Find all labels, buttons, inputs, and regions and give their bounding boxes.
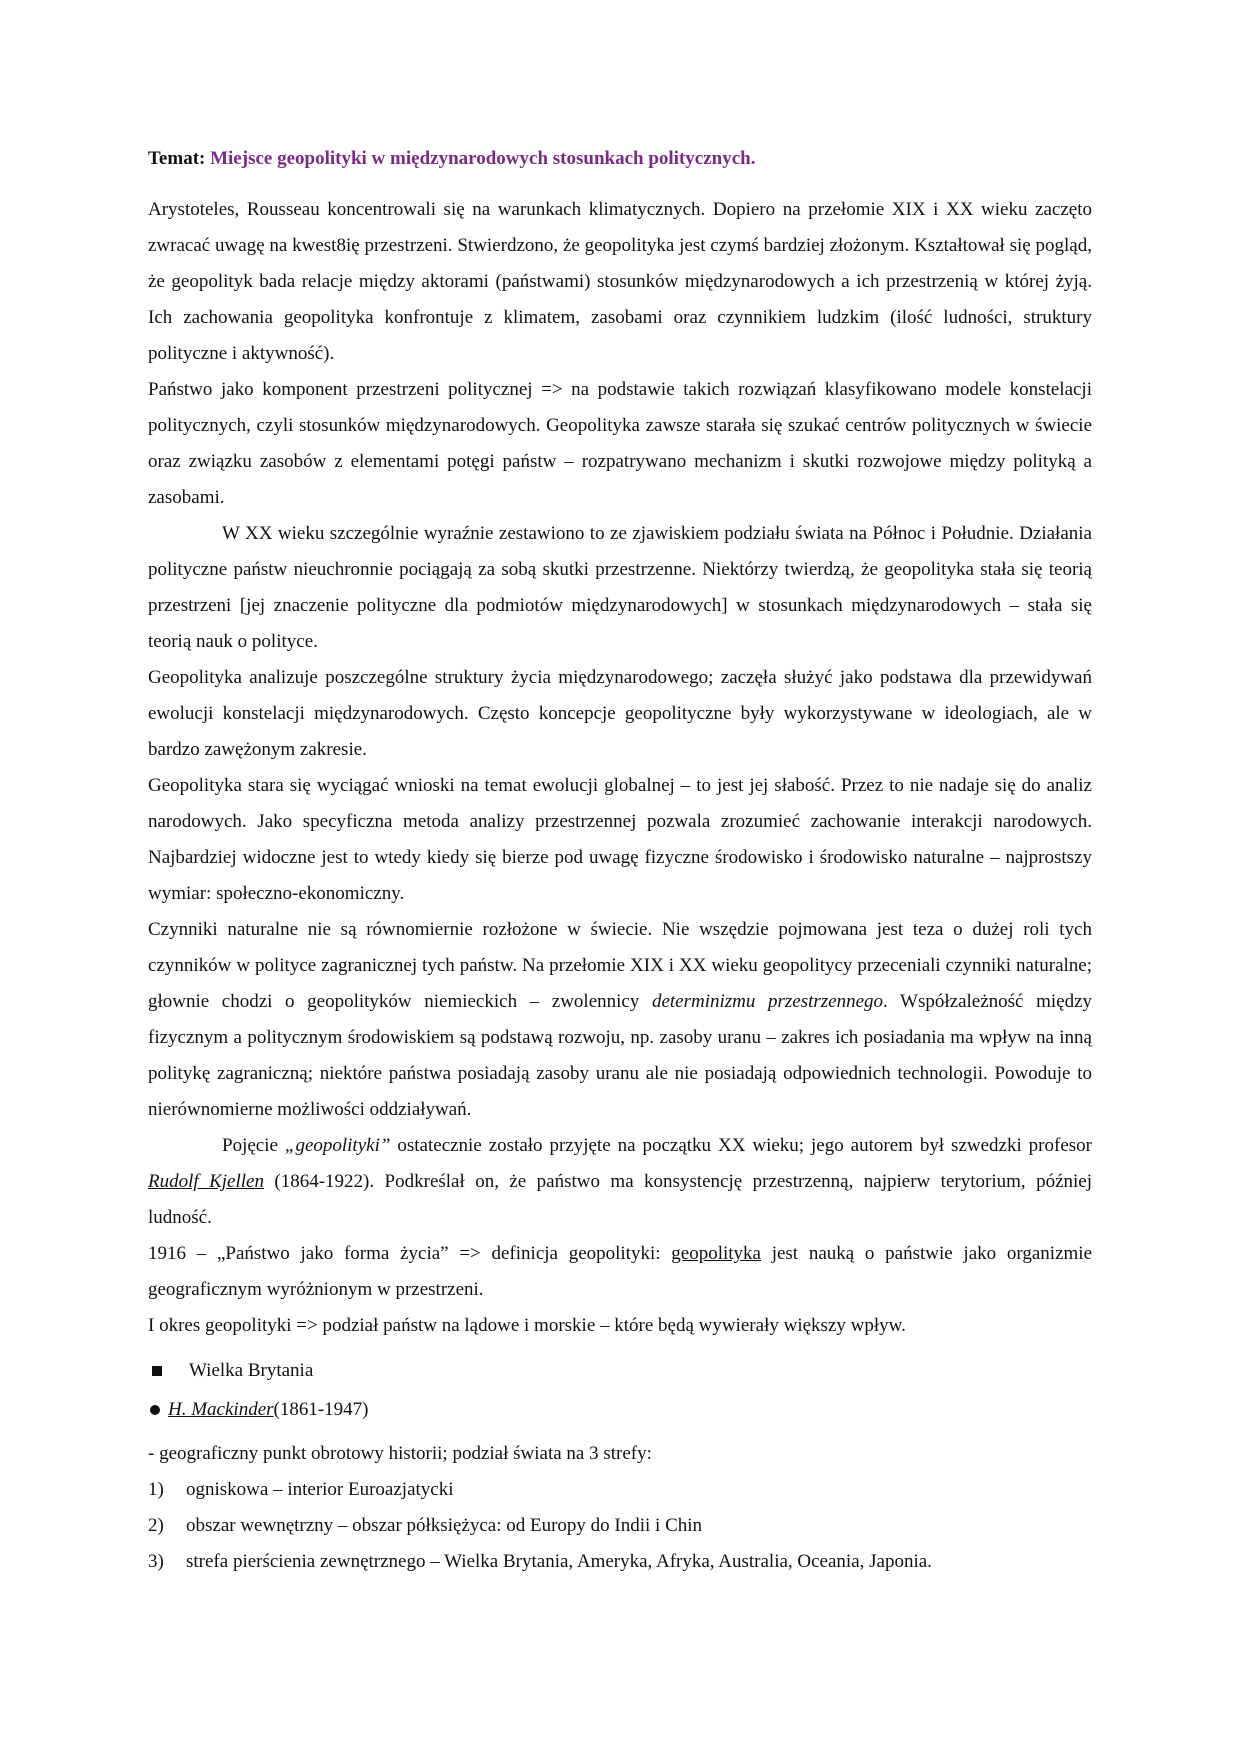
list-item-text: ogniskowa – interior Euroazjatycki — [186, 1479, 454, 1500]
paragraph-4: Geopolityka analizuje poszczególne struktury życia międzynarodowego; zaczęła służyć jako podstawa dla przewidywań ewolucji konstelacji międzynarodowych. Często koncepcje geopolityczne były wykorzystywane w ideologiach, ale w bardzo zawężonym zakresie. — [148, 667, 1092, 760]
paragraph-3: W XX wieku szczególnie wyraźnie zestawiono to ze zjawiskiem podziału świata na Północ i Południe. Działania polityczne państw nieuchronnie pociągają za sobą skutki przestrzenne. Niektórzy twierdzą, że geopolityka stała się teorią przestrzeni [jej znaczenie polityczne dla podmiotów międzynarodowych] w stosunkach międzynarodowych – stała się teorią nauk o polityce. — [148, 523, 1092, 652]
bullet-item-mackinder — [148, 1399, 369, 1421]
circle-bullet-icon — [150, 1405, 160, 1415]
paragraph-9: I okres geopolityki => podział państw na lądowe i morskie – które będą wywierały większy wpływ. — [148, 1315, 906, 1336]
list-item — [148, 1544, 1092, 1580]
list-item-number: 1) — [148, 1479, 164, 1500]
title-topic: Miejsce geopolityki w międzynarodowych stosunkach politycznych. — [210, 148, 756, 169]
geopolityka-term: geopolityka — [671, 1243, 761, 1264]
square-bullet-icon — [152, 1366, 162, 1376]
list-item-number: 2) — [148, 1515, 164, 1536]
list-item-number: 3) — [148, 1551, 164, 1572]
paragraph-6-part-b: . Współzależność między fizycznym a politycznym środowiskiem są podstawą rozwoju, np. zasoby uranu – zakres ich posiadania ma wpływ na inną politykę zagraniczną; niektóre państwa posiadają zasoby uranu ale nie posiadają odpowiednich technologii. Powoduje to nierównomierne możliwości oddziaływań. — [148, 991, 1092, 1120]
list-intro: - geograficzny punkt obrotowy historii; podział świata na 3 strefy: — [148, 1443, 652, 1464]
paragraph-8-part-a: 1916 – „Państwo jako forma życia” => definicja geopolityki: — [148, 1243, 672, 1264]
paragraph-7 — [148, 1128, 1092, 1236]
kjellen-name: Rudolf Kjellen — [148, 1171, 264, 1192]
list-item-text: obszar wewnętrzny – obszar półksiężyca: od Europy do Indii i Chin — [186, 1515, 703, 1536]
paragraph-7-part-c: (1864-1922). Podkreślał on, że państwo ma konsystencję przestrzenną, najpierw terytorium, później ludność. — [148, 1171, 1092, 1228]
paragraph-2: Państwo jako komponent przestrzeni politycznej => na podstawie takich rozwiązań klasyfikowano modele konstelacji politycznych, czyli stosunków międzynarodowych. Geopolityka zawsze starała się szukać centrów politycznych w świecie oraz związku zasobów z elementami potęgi państw – rozpatrywano mechanizm i skutki rozwojowe między polityką a zasobami. — [148, 379, 1092, 508]
list-item-text: strefa pierścienia zewnętrznego – Wielka Brytania, Ameryka, Afryka, Australia, Oceania, Japonia. — [186, 1551, 932, 1572]
mackinder-name: H. Mackinder — [168, 1399, 274, 1420]
bullet-item-uk — [148, 1360, 313, 1382]
zones-list — [148, 1436, 1092, 1580]
paragraph-6-emphasis: determinizmu przestrzennego — [651, 991, 884, 1012]
mackinder-years: (1861-1947) — [273, 1399, 369, 1420]
page-title — [148, 148, 755, 170]
paragraph-6 — [148, 912, 1092, 1128]
paragraph-5: Geopolityka stara się wyciągać wnioski na temat ewolucji globalnej – to jest jej słabość. Przez to nie nadaje się do analiz narodowych. Jako specyficzna metoda analizy przestrzennej pozwala zrozumieć zachowanie interakcji narodowych. Najbardziej widoczne jest to wtedy kiedy się bierze pod uwagę fizyczne środowisko i środowisko naturalne – najprostszy wymiar: społeczno-ekonomiczny. — [148, 775, 1092, 904]
paragraph-6-part-a: Czynniki naturalne nie są równomiernie rozłożone w świecie. Nie wszędzie pojmowana jest teza o dużej roli tych czynników w polityce zagranicznej tych państw. Na przełomie XIX i XX wieku geopolitycy przeceniali czynniki naturalne; głownie chodzi o geopolityków niemieckich – zwolennicy — [148, 919, 1092, 1012]
paragraph-8 — [148, 1236, 1092, 1308]
title-label: Temat: — [148, 148, 206, 169]
paragraph-7-part-b: ostatecznie zostało przyjęte na początku XX wieku; jego autorem był szwedzki profesor — [390, 1135, 1092, 1156]
document-body — [148, 192, 1092, 1344]
paragraph-7-emphasis: „geopolityki” — [284, 1135, 391, 1156]
paragraph-1: Arystoteles, Rousseau koncentrowali się na warunkach klimatycznych. Dopiero na przełomie XIX i XX wieku zaczęto zwracać uwagę na kwest8ię przestrzeni. Stwierdzono, że geopolityka jest czymś bardziej złożonym. Kształtował się pogląd, że geopolityk bada relacje między aktorami (państwami) stosunków międzynarodowych a ich przestrzenią w której żyją. Ich zachowania geopolityka konfrontuje z klimatem, zasobami oraz czynnikiem ludzkim (ilość ludności, struktury polityczne i aktywność). — [148, 199, 1092, 364]
bullet-text-uk: Wielka Brytania — [189, 1360, 314, 1381]
paragraph-7-part-a: Pojęcie — [222, 1135, 285, 1156]
list-item — [148, 1508, 1092, 1544]
list-item — [148, 1472, 1092, 1508]
paragraph-8-part-b: jest nauką o państwie jako organizmie geograficznym wyróżnionym w przestrzeni. — [148, 1243, 1093, 1300]
